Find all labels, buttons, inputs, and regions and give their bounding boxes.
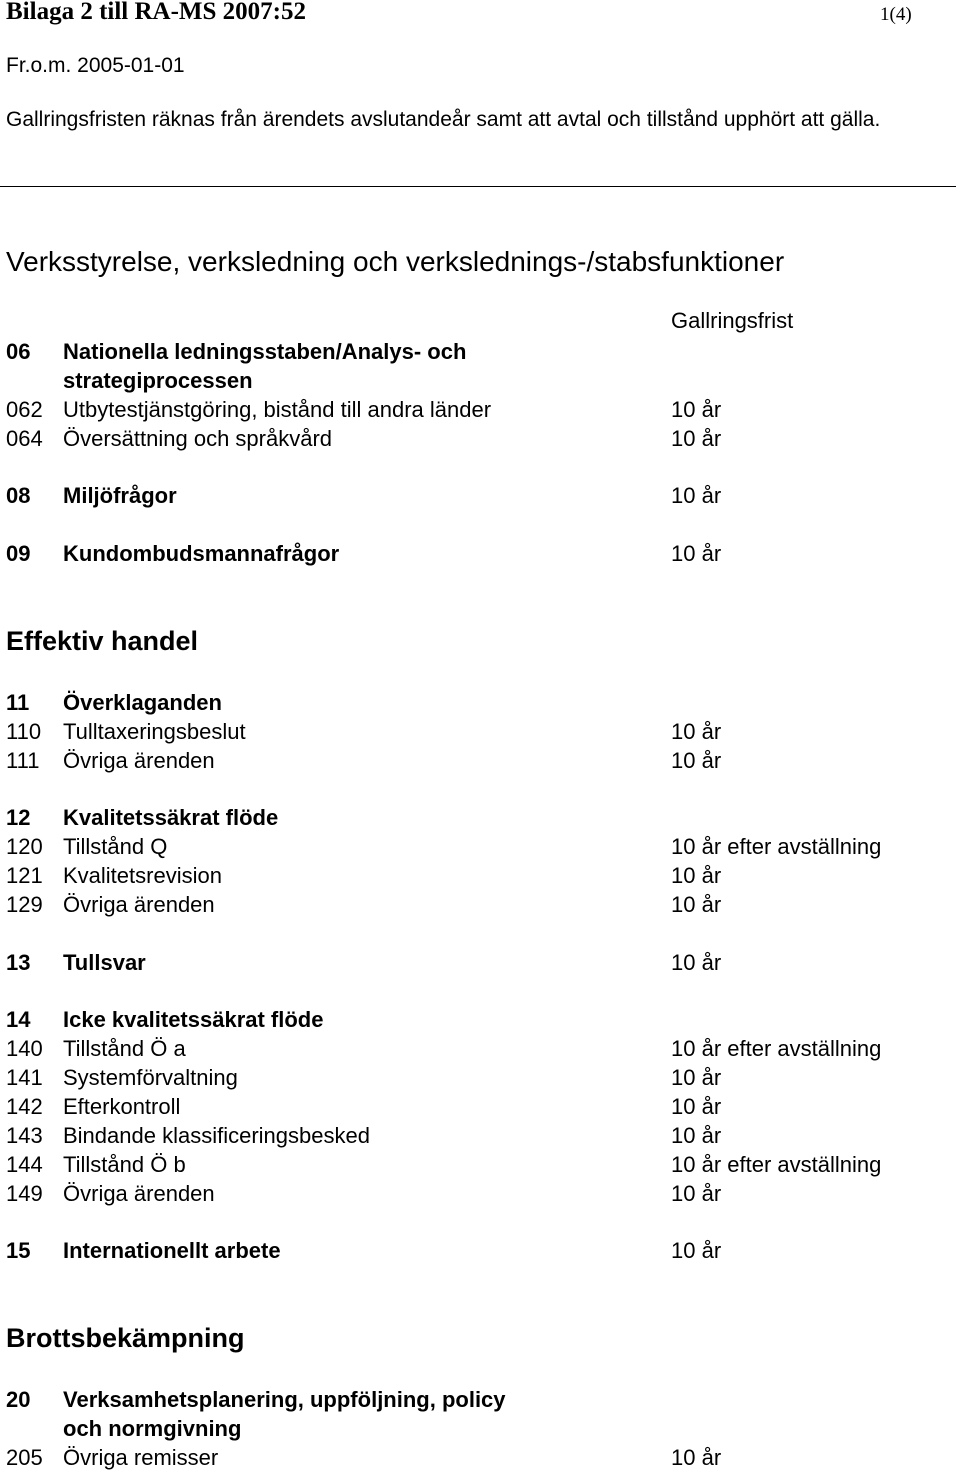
column-header-gallringsfrist: Gallringsfrist [671,308,794,333]
row-code: 06 [6,339,31,364]
row-period: 10 år [671,1445,722,1470]
row-code: 064 [6,426,43,451]
row-title: Tullsvar [63,950,146,975]
table-row [6,540,956,568]
row-period: 10 år efter avställning [671,1036,882,1061]
table-row [6,1444,956,1472]
row-code: 08 [6,483,31,508]
row-code: 144 [6,1152,43,1177]
table-row [6,1237,956,1265]
table-row [6,949,956,977]
row-code: 13 [6,950,31,975]
row-title: Kvalitetsrevision [63,863,222,888]
row-code: 15 [6,1238,31,1263]
table-row [6,396,956,424]
row-code: 143 [6,1123,43,1148]
row-code: 12 [6,805,31,830]
section-heading-verksstyrelse: Verksstyrelse, verksledning och verkslednings-/stabsfunktioner [6,246,785,277]
row-period: 10 år [671,426,722,451]
row-title: Övriga ärenden [63,748,215,773]
row-title: Icke kvalitetssäkrat flöde [63,1007,324,1032]
row-period: 10 år [671,719,722,744]
row-title: Efterkontroll [63,1094,181,1119]
row-code: 140 [6,1036,43,1061]
row-title: Systemförvaltning [63,1065,238,1090]
table-row [6,1122,956,1150]
table-row [6,1386,956,1414]
table-row [6,689,956,717]
row-title: Övriga ärenden [63,1181,215,1206]
row-title: Översättning och språkvård [63,426,333,451]
row-code: 111 [6,748,40,773]
table-row [6,1064,956,1092]
table-row [6,1093,956,1121]
row-period: 10 år [671,397,722,422]
row-code: 121 [6,863,43,888]
row-title: Tulltaxeringsbeslut [63,719,246,744]
row-period: 10 år efter avställning [671,834,882,859]
row-title: Tillstånd Ö b [63,1152,186,1177]
table-row [6,747,956,775]
table-row [6,1035,956,1063]
row-code: 141 [6,1065,43,1090]
row-code: 09 [6,541,31,566]
row-period: 10 år [671,1238,722,1263]
row-title: Miljöfrågor [63,483,177,508]
row-period: 10 år [671,1065,722,1090]
row-title: Övriga ärenden [63,892,215,917]
row-title: Utbytestjänstgöring, bistånd till andra länder [63,397,492,422]
table-row [6,804,956,832]
row-code: 20 [6,1387,31,1412]
table-row [6,718,956,746]
section-heading-brottsbekampning: Brottsbekämpning [6,1323,245,1353]
header-divider [0,186,956,187]
row-title: Nationella ledningsstaben/Analys- och [63,339,467,364]
table-row [6,1180,956,1208]
table-row [6,482,956,510]
row-title: Bindande klassificeringsbesked [63,1123,370,1148]
row-code: 14 [6,1007,31,1032]
row-code: 120 [6,834,43,859]
row-title: Överklaganden [63,690,222,715]
row-title: Verksamhetsplanering, uppföljning, policy [63,1387,506,1412]
row-code: 110 [6,719,42,744]
row-title: Kvalitetssäkrat flöde [63,805,279,830]
table-row [6,833,956,861]
row-code: 205 [6,1445,43,1470]
row-period: 10 år [671,541,722,566]
row-period: 10 år [671,748,722,773]
table-row [6,338,956,366]
row-code: 149 [6,1181,43,1206]
document-title: Bilaga 2 till RA-MS 2007:52 [6,0,306,25]
row-title: Kundombudsmannafrågor [63,541,340,566]
row-code: 11 [6,690,30,715]
retention-note: Gallringsfristen räknas från ärendets avslutandeår samt att avtal och tillstånd upphört att gälla. [6,108,881,131]
table-row [6,891,956,919]
row-code: 062 [6,397,43,422]
table-row [6,1151,956,1179]
row-period: 10 år [671,863,722,888]
row-code: 142 [6,1094,43,1119]
row-title: och normgivning [63,1416,242,1441]
row-title: Tillstånd Q [63,834,168,859]
row-period: 10 år [671,1123,722,1148]
row-title: Övriga remisser [63,1445,219,1470]
row-code: 129 [6,892,43,917]
table-row [6,367,956,395]
table-row [6,1415,956,1443]
table-row [6,1006,956,1034]
row-period: 10 år [671,950,722,975]
row-period: 10 år [671,1094,722,1119]
row-title: Tillstånd Ö a [63,1036,186,1061]
row-period: 10 år [671,1181,722,1206]
table-row [6,862,956,890]
row-period: 10 år [671,483,722,508]
row-period: 10 år [671,892,722,917]
row-period: 10 år efter avställning [671,1152,882,1177]
table-row [6,425,956,453]
page-number: 1(4) [880,4,912,25]
section-heading-effektiv-handel: Effektiv handel [6,626,199,656]
row-title: Internationellt arbete [63,1238,281,1263]
row-title: strategiprocessen [63,368,253,393]
effective-date: Fr.o.m. 2005-01-01 [6,54,185,77]
